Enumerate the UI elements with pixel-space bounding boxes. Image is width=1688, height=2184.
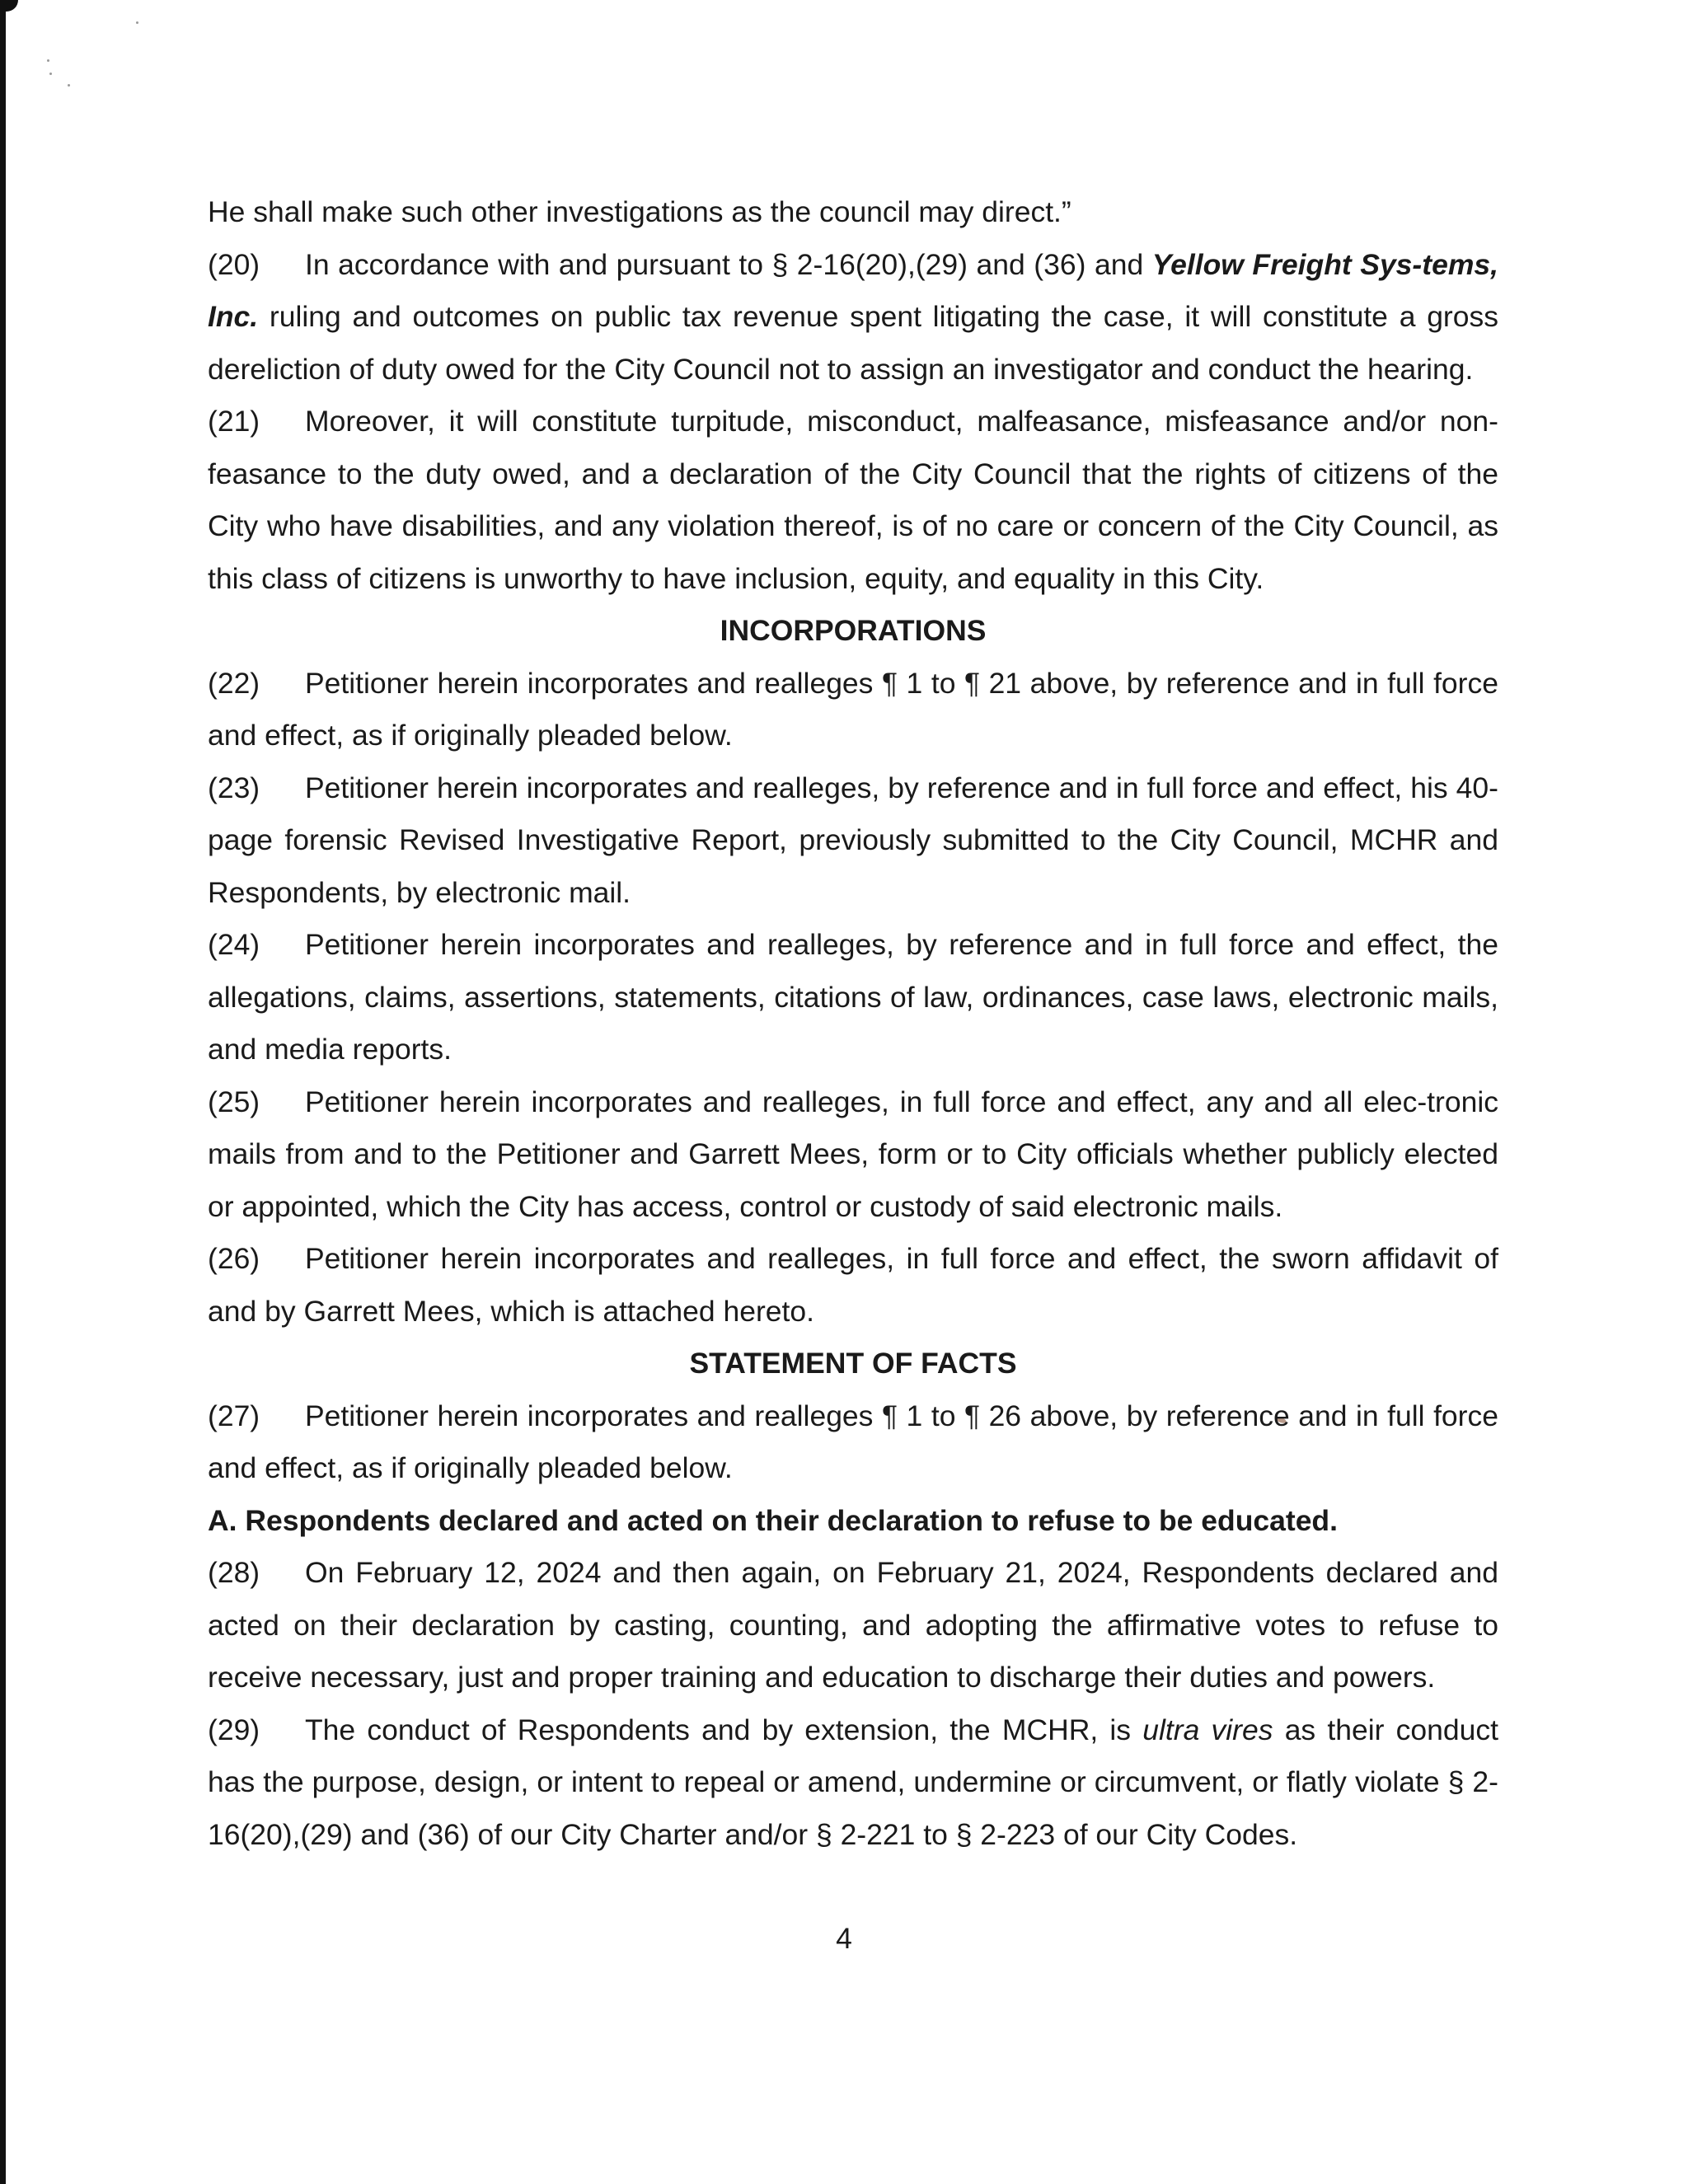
paragraph-number: (24) — [208, 928, 260, 961]
scan-speck — [136, 21, 138, 24]
scan-speck — [49, 73, 52, 75]
section-heading-incorporations: INCORPORATIONS — [720, 614, 987, 647]
section-heading-statement-of-facts: STATEMENT OF FACTS — [689, 1347, 1017, 1380]
paragraph-number: (26) — [208, 1242, 260, 1275]
paragraph-24: (24) Petitioner herein incorporates and realleges, by reference and in full force and effect, the allegations, claims, assertions, statements, citations of law, ordinances, case laws, electronic mails, and media reports. — [208, 919, 1498, 1076]
scan-speck — [47, 59, 49, 62]
paragraph-27: (27) Petitioner herein incorporates and realleges ¶ 1 to ¶ 26 above, by reference and in full force and effect, as if originally pleaded below. — [208, 1390, 1498, 1495]
case-name: Yellow Freight Sys-tems, Inc. — [208, 247, 1498, 333]
paragraph-20: (20) In accordance with and pursuant to § 2-16(20),(29) and (36) and Yellow Freight Sys-tems, Inc. ruling and outcomes on public tax revenue spent litigating the case, it will constitute a gross dereliction of duty owed for the City Council not to assign an investigator and conduct the hearing. — [208, 239, 1498, 396]
paragraph-continuation: He shall make such other investigations as the council may direct.” — [208, 195, 1071, 228]
paragraph-22: (22) Petitioner herein incorporates and realleges ¶ 1 to ¶ 21 above, by reference and in full force and effect, as if originally pleaded below. — [208, 658, 1498, 762]
paragraph-21: (21) Moreover, it will constitute turpitude, misconduct, malfeasance, misfeasance and/or non-feasance to the duty owed, and a declaration of the City Council that the rights of citizens of the City who have disabilities, and any violation thereof, is of no care or concern of the City Council, as this class of citizens is unworthy to have inclusion, equity, and equality in this City. — [208, 396, 1498, 605]
document-body — [208, 186, 1498, 1861]
paragraph-29: (29) The conduct of Respondents and by extension, the MCHR, is ultra vires as their conduct has the purpose, design, or intent to repeal or amend, undermine or circumvent, or flatly violate § 2-16(20),(29) and (36) of our City Charter and/or § 2-221 to § 2-223 of our City Codes. — [208, 1704, 1498, 1862]
scan-speck — [68, 84, 70, 87]
paragraph-number: (22) — [208, 666, 260, 700]
paragraph-number: (28) — [208, 1556, 260, 1589]
subsection-heading-a: A. Respondents declared and acted on their declaration to refuse to be educated. — [208, 1503, 1338, 1537]
paragraph-number: (23) — [208, 771, 260, 804]
scan-edge-corner — [0, 0, 18, 12]
paragraph-number: (20) — [208, 247, 260, 281]
paragraph-28: (28) On February 12, 2024 and then again, on February 21, 2024, Respondents declared and acted on their declaration by casting, counting, and adopting the affirmative votes to refuse to receive necessary, just and proper training and education to discharge their duties and powers. — [208, 1547, 1498, 1704]
paragraph-number: (25) — [208, 1085, 260, 1118]
paragraph-26: (26) Petitioner herein incorporates and realleges, in full force and effect, the sworn affidavit of and by Garrett Mees, which is attached hereto. — [208, 1233, 1498, 1338]
paragraph-23: (23) Petitioner herein incorporates and realleges, by reference and in full force and effect, his 40-page forensic Revised Investigative Report, previously submitted to the City Council, MCHR and Respondents, by electronic mail. — [208, 762, 1498, 920]
page-number: 4 — [836, 1922, 852, 1955]
paragraph-number: (27) — [208, 1399, 260, 1432]
latin-term: ultra vires — [1142, 1713, 1273, 1746]
scan-edge — [0, 0, 6, 2184]
paragraph-number: (29) — [208, 1713, 260, 1746]
paragraph-number: (21) — [208, 405, 260, 438]
paragraph-25: (25) Petitioner herein incorporates and realleges, in full force and effect, any and all elec-tronic mails from and to the Petitioner and Garrett Mees, form or to City officials whether publicly elected or appointed, which the City has access, control or custody of said electronic mails. — [208, 1076, 1498, 1234]
